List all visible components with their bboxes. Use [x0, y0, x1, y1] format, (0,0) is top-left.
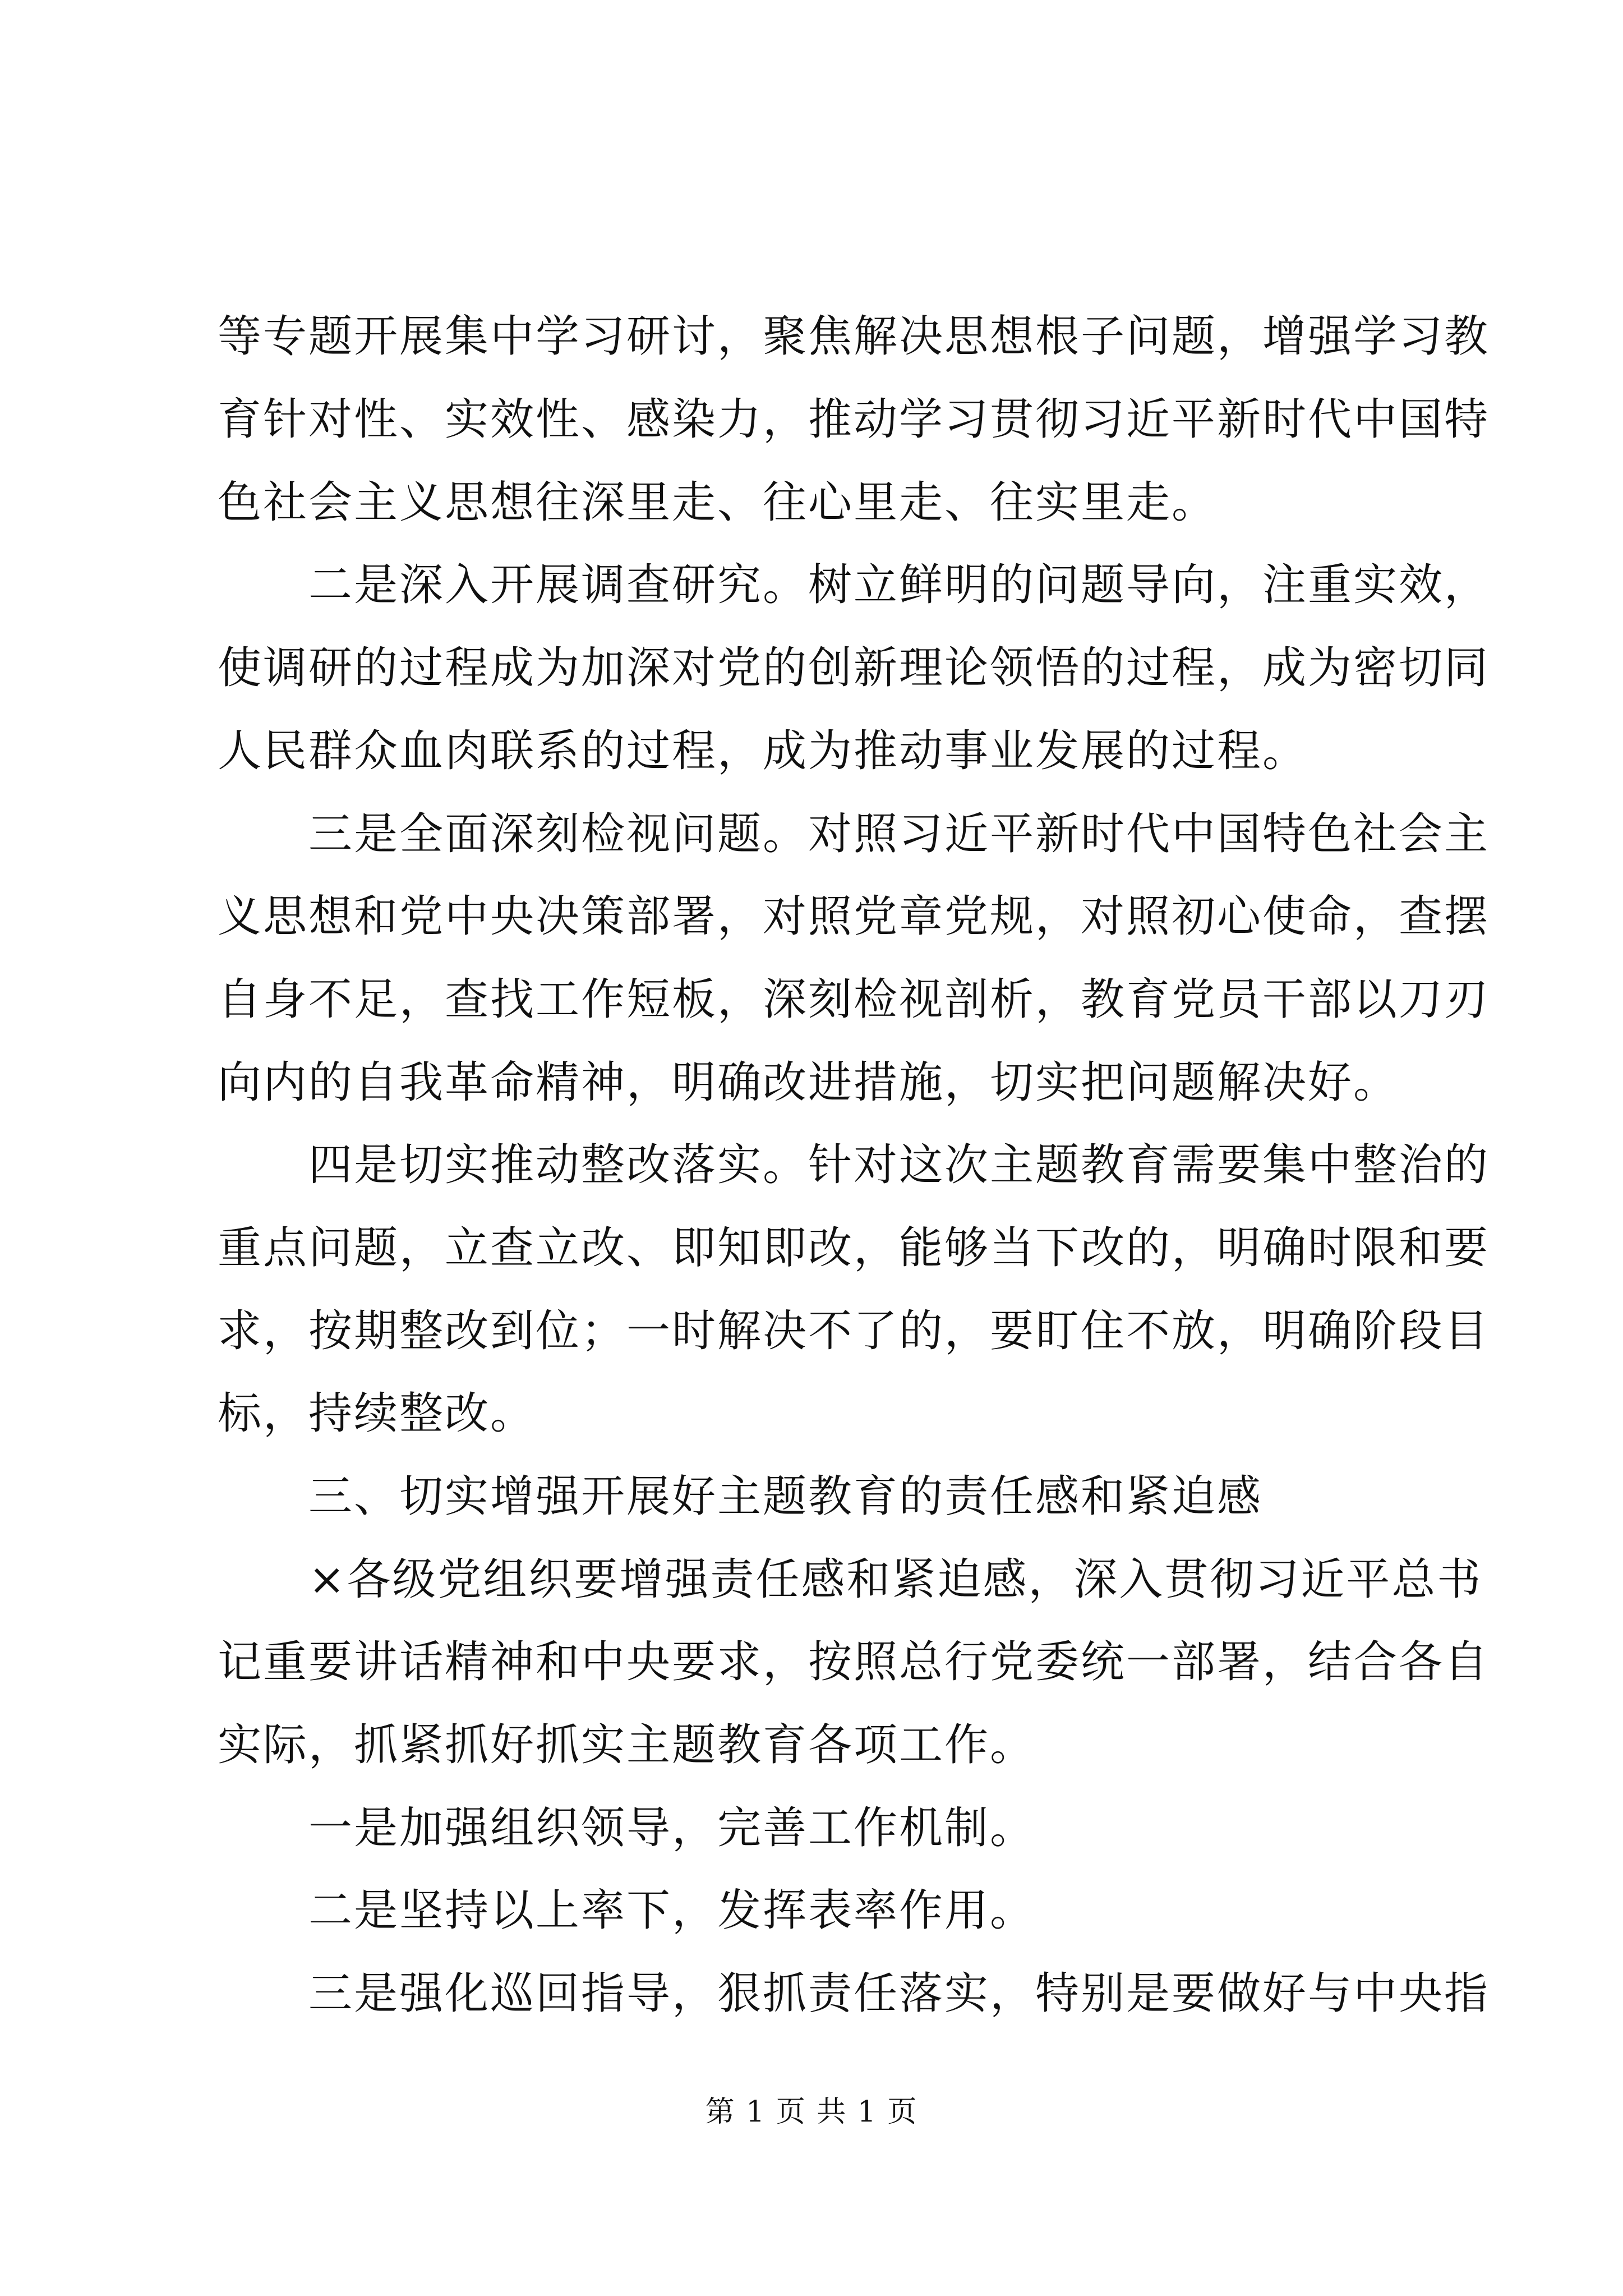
text-line: 义思想和党中央决策部署，对照党章党规，对照初心使命，查摆 — [218, 891, 1490, 942]
text-line: 重点问题，立查立改、即知即改，能够当下改的，明确时限和要 — [218, 1223, 1490, 1273]
text-line: 实际，抓紧抓好抓实主题教育各项工作。 — [218, 1720, 1036, 1770]
text-line: 三是全面深刻检视问题。对照习近平新时代中国特色社会主 — [218, 809, 1490, 859]
text-line: ×各级党组织要增强责任感和紧迫感，深入贯彻习近平总书 — [218, 1554, 1483, 1605]
text-line: 人民群众血肉联系的过程，成为推动事业发展的过程。 — [218, 726, 1308, 776]
text-line: 向内的自我革命精神，明确改进措施，切实把问题解决好。 — [218, 1057, 1399, 1108]
text-line: 求，按期整改到位；一时解决不了的，要盯住不放，明确阶段目 — [218, 1306, 1490, 1356]
page-number-footer: 第 1 页 共 1 页 — [705, 2095, 918, 2129]
text-line: 等专题开展集中学习研讨，聚焦解决思想根子问题，增强学习教 — [218, 311, 1490, 362]
text-line: 色社会主义思想往深里走、往心里走、往实里走。 — [218, 477, 1218, 528]
text-line: 使调研的过程成为加深对党的创新理论领悟的过程，成为密切同 — [218, 643, 1490, 693]
text-line: 四是切实推动整改落实。针对这次主题教育需要集中整治的 — [218, 1140, 1490, 1190]
text-line: 二是坚持以上率下，发挥表率作用。 — [218, 1885, 1036, 1936]
text-line: 二是深入开展调查研究。树立鲜明的问题导向，注重实效， — [218, 560, 1490, 610]
text-line: 育针对性、实效性、感染力，推动学习贯彻习近平新时代中国特 — [218, 394, 1490, 445]
text-line: 记重要讲话精神和中央要求，按照总行党委统一部署，结合各自 — [218, 1637, 1490, 1687]
text-line: 自身不足，查找工作短板，深刻检视剖析，教育党员干部以刀刃 — [218, 974, 1490, 1025]
section-heading: 三、切实增强开展好主题教育的责任感和紧迫感 — [218, 1471, 1263, 1522]
text-line: 三是强化巡回指导，狠抓责任落实，特别是要做好与中央指 — [218, 1968, 1490, 2019]
text-line: 标，持续整改。 — [218, 1388, 536, 1439]
text-line: 一是加强组织领导，完善工作机制。 — [218, 1803, 1036, 1853]
